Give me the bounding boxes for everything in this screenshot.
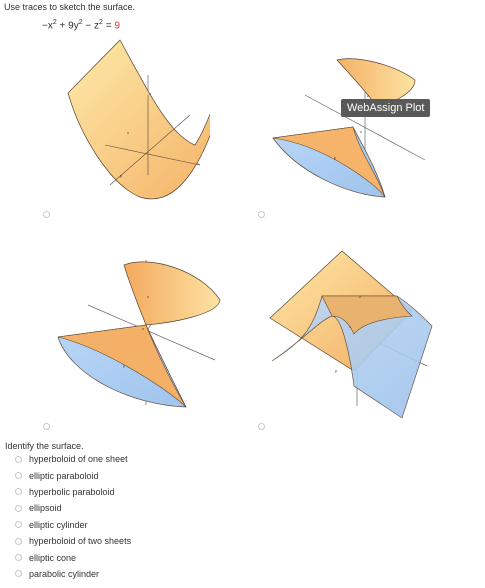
- plot-1-y-label: y: [120, 173, 122, 178]
- option-label: elliptic paraboloid: [29, 470, 99, 481]
- instruction-text: Use traces to sketch the surface.: [4, 2, 136, 12]
- option-label: hyperboloid of one sheet: [29, 454, 128, 465]
- radio-button[interactable]: [15, 472, 22, 479]
- plot-1-radio[interactable]: [43, 211, 50, 218]
- option-elliptic-cylinder[interactable]: [15, 517, 131, 533]
- plot-1-surface: [68, 40, 210, 199]
- plot-4-radio[interactable]: [258, 423, 265, 430]
- eq-term-2: + 9y: [56, 20, 79, 32]
- eq-term-1: −x: [42, 20, 53, 32]
- radio-button[interactable]: [15, 488, 22, 495]
- option-hyperbolic-paraboloid[interactable]: [15, 484, 131, 500]
- identify-label: Identify the surface.: [5, 441, 84, 451]
- equation: [42, 19, 120, 31]
- plot-2-z-label: z: [367, 93, 369, 98]
- option-label: elliptic cylinder: [29, 519, 88, 530]
- plot-3-y-label: y: [123, 363, 125, 368]
- eq-term-3: − z: [82, 20, 100, 32]
- radio-button[interactable]: [15, 554, 22, 561]
- option-label: hyperboloid of two sheets: [29, 536, 132, 547]
- plot-4-z-label: z: [359, 294, 361, 299]
- option-parabolic-cylinder[interactable]: [15, 566, 131, 582]
- plot-2-y-label: y: [334, 155, 336, 160]
- plot-1-z-label: z: [149, 91, 151, 96]
- radio-button[interactable]: [15, 538, 22, 545]
- option-hyperboloid-two-sheets[interactable]: [15, 533, 131, 549]
- radio-button[interactable]: [15, 521, 22, 528]
- option-ellipsoid[interactable]: [15, 500, 131, 516]
- plot-2[interactable]: [265, 55, 435, 205]
- radio-button[interactable]: [15, 456, 22, 463]
- plot-3[interactable]: [50, 255, 230, 415]
- eq-exp-3: 2: [99, 19, 103, 26]
- option-label: hyperbolic paraboloid: [29, 486, 115, 497]
- option-elliptic-paraboloid[interactable]: [15, 467, 131, 483]
- radio-button[interactable]: [15, 570, 22, 577]
- webassign-plot-tooltip: WebAssign Plot: [341, 99, 430, 117]
- plot-1[interactable]: [50, 35, 210, 205]
- option-label: ellipsoid: [29, 503, 62, 514]
- option-hyperboloid-one-sheet[interactable]: [15, 451, 131, 467]
- plot-4-x-label: x: [349, 324, 351, 329]
- plot-3-x-label: x: [142, 326, 144, 331]
- option-elliptic-cone[interactable]: [15, 549, 131, 565]
- plot-4[interactable]: [262, 246, 442, 421]
- eq-exp-2: 2: [78, 19, 83, 26]
- plot-2-x-label: x: [360, 129, 362, 134]
- plot-3-radio[interactable]: [43, 423, 50, 430]
- plot-3-z-label: z: [147, 294, 149, 299]
- eq-exp-1: 2: [52, 19, 57, 26]
- option-label: elliptic cone: [29, 552, 77, 563]
- surface-options: [15, 451, 131, 582]
- plot-4-y-label: y: [335, 368, 337, 373]
- plot-3-upper-cone: [124, 262, 220, 325]
- plot-2-radio[interactable]: [258, 211, 265, 218]
- plot-1-x-label: x: [127, 130, 129, 135]
- eq-term-4: =: [102, 20, 115, 32]
- eq-rhs: 9: [114, 20, 120, 32]
- option-label: parabolic cylinder: [29, 568, 100, 579]
- radio-button[interactable]: [15, 505, 22, 512]
